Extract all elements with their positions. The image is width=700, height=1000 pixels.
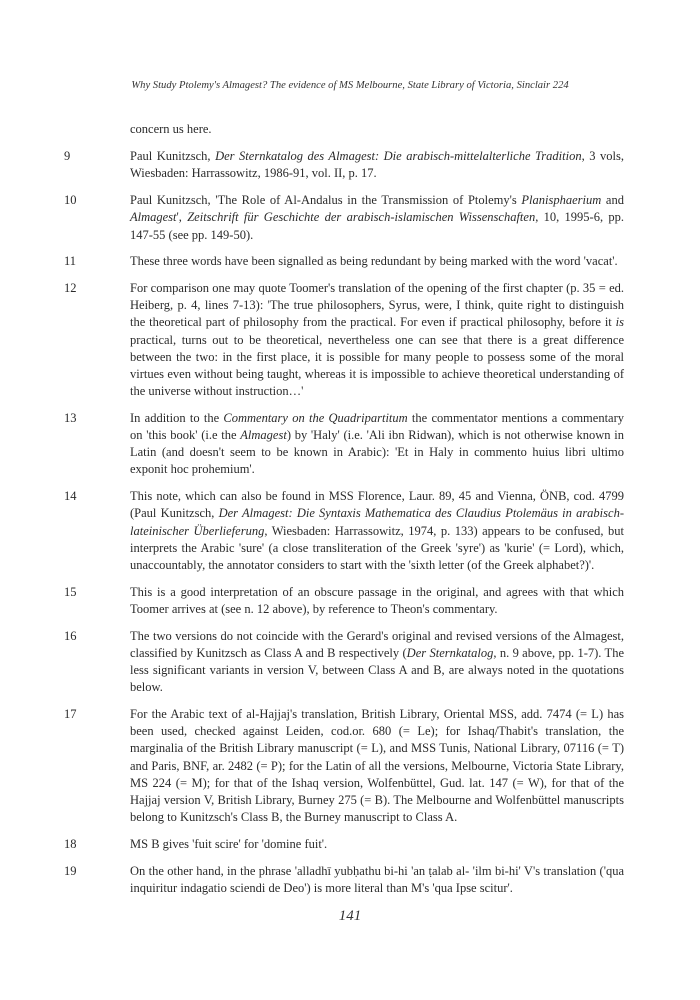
endnote-text — [130, 629, 624, 695]
endnote-text-segment: Paul Kunitzsch, 'The Role of Al-Andalus in the Transmission of Ptolemy's — [130, 193, 522, 208]
endnote-text-segment: Paul Kunitzsch, — [130, 149, 216, 164]
running-title-part: Why Study Ptolemy's — [131, 80, 223, 91]
endnote — [64, 148, 624, 182]
endnote-number: 11 — [64, 254, 77, 269]
endnote-italic-segment: Der Sternkatalog des Almagest: Die arabisch-mittelalterliche Tradition — [215, 149, 582, 164]
endnote-text — [130, 585, 624, 616]
endnote-number: 9 — [64, 149, 71, 164]
endnote-text — [130, 837, 327, 851]
note-continuation-text: concern us here. — [130, 122, 212, 136]
endnote-text-segment: ', — [176, 210, 188, 225]
endnote-text — [130, 864, 624, 895]
endnote — [64, 836, 624, 853]
endnote-number: 18 — [64, 836, 77, 851]
endnote-number: 14 — [64, 489, 77, 504]
endnote-number: 12 — [64, 280, 77, 295]
endnote-text-segment: , n. 9 above, pp. 1-7). The less significant variants in version V, between Class A and B, are always noted in the quotations below. — [130, 645, 624, 695]
endnote-italic-segment: is — [615, 315, 624, 330]
endnote-text-segment: The two versions do not coincide with the Gerard's original and revised versions of the Almagest, classified by Kunitzsch as Class A and B respectively ( — [130, 628, 624, 660]
endnote-text-segment: and — [601, 193, 624, 208]
running-title-part: ? The evidence of MS Melbourne, State Library of Victoria, Sinclair 224 — [261, 80, 569, 91]
endnote-italic-segment: Almagest — [130, 210, 177, 225]
endnote — [64, 410, 624, 479]
endnote-text-segment: , 10, 1995-6, pp. 147-55 (see pp. 149-50). — [130, 210, 624, 242]
page-number: 141 — [338, 908, 362, 924]
notes-container — [64, 148, 624, 897]
endnote-italic-segment: Der Almagest: Die Syntaxis Mathematica des Claudius Ptolemäus in arabisch-lateinischer Überlieferung — [130, 506, 624, 538]
endnote-text-segment: the commentator mentions a commentary on 'this book' (i.e the — [130, 410, 625, 443]
endnote-italic-segment: Planisphaerium — [521, 193, 602, 208]
endnote-text-segment: MS B gives 'fuit scire' for 'domine fuit'. — [130, 836, 328, 851]
endnote-text-segment: practical, turns out to be theoretical, nevertheless one can see that there is a great difference between the two: in the first place, it is possible for many people to possess some of the moral virtues even without being taught, whereas it is impossible to achieve theoretical understanding of the universe without instruction…' — [130, 332, 624, 399]
endnote-text — [130, 489, 624, 572]
running-header — [64, 80, 636, 91]
endnote-text — [130, 411, 624, 477]
endnote-text-segment: In addition to the — [130, 410, 224, 425]
endnote-italic-segment: Almagest — [240, 428, 287, 443]
endnote-number: 19 — [64, 863, 77, 878]
endnote — [64, 628, 624, 697]
endnote-text-segment: , 3 vols, Wiesbaden: Harrassowitz, 1986-91, vol. II, p. 17. — [130, 149, 624, 181]
endnote-number: 16 — [64, 628, 77, 643]
endnote-text-segment: , Wiesbaden: Harrassowitz, 1974, p. 133) appears to be confused, but interprets the Arabic 'sure' (a close transliteration of the Greek 'syre') as 'kurie' (= Lord), which, unaccountably, the annotator considers to start with the 'sixth letter (of the Greek alphabet?)'. — [130, 523, 624, 572]
endnote-text-segment: These three words have been signalled as being redundant by being marked with the word 'vacat'. — [130, 254, 618, 269]
endnote-number: 15 — [64, 584, 77, 599]
endnote-text-segment: For the Arabic text of al-Hajjaj's translation, British Library, Oriental MSS, add. 7474 (= L) has been used, checked against Leiden, cod.or. 680 (= Le); for Ishaq/Thabit's translation, the marginalia of the British Library manuscript (= L), and MSS Tunis, National Library, 07116 (= T) and Paris, BNF, ar. 2482 (= P); for the Latin of all the versions, Melbourne, Victoria State Library, MS 224 (= M); for that of the Ishaq version, Wolfenbüttel, Gud. lat. 147 (= W), for that of the Hajjaj version V, British Library, Burney 275 (= B). The Melbourne and Wolfenbüttel manuscripts belong to Kunitzsch's Class B, the Burney manuscript to Class A. — [130, 706, 624, 825]
endnote-italic-segment: Zeitschrift für Geschichte der arabisch-islamischen Wissenschaften — [187, 210, 536, 225]
endnote-number: 10 — [64, 193, 77, 208]
endnote — [64, 192, 624, 244]
endnote — [64, 863, 624, 897]
endnote — [64, 280, 624, 400]
endnote-text-segment: This is a good interpretation of an obscure passage in the original, and agrees with that which Toomer arrives at (see n. 12 above), by reference to Theon's commentary. — [130, 584, 624, 616]
endnote-italic-segment: Commentary on the Quadripartitum — [223, 410, 408, 425]
endnote-text — [130, 281, 624, 398]
endnote-text — [130, 193, 624, 241]
endnote-number: 17 — [64, 706, 77, 721]
endnote-italic-segment: Der Sternkatalog — [406, 645, 494, 660]
running-title-italic: Almagest — [222, 80, 262, 91]
endnote-text-segment: ) by 'Haly' (i.e. 'Ali ibn Ridwan), which is not otherwise known in Latin (and doesn't seem to be known in Arabic): 'Et in Haly in commento huius libri ultimo exponit hoc prohemium'. — [130, 428, 624, 477]
endnotes-list — [64, 121, 624, 906]
endnote — [64, 584, 624, 618]
endnote — [64, 706, 624, 826]
endnote-text — [130, 149, 624, 180]
endnote-number: 13 — [64, 410, 77, 425]
endnote-text-segment: For comparison one may quote Toomer's translation of the opening of the first chapter (p. 35 = ed. Heiberg, p. 4, lines 7-13): 'The true philosophers, Syrus, were, I think, quite right to distinguish the theoretical part of philosophy from the practical. For even if practical philosophy, before it — [130, 280, 624, 330]
endnote-text-segment: On the other hand, in the phrase 'alladhī yubḥathu bi-hi 'an ṭalab al- 'ilm bi-hi' V's translation ('qua inquiritur indagatio sciendi de Deo') is more literal than M's 'qua Ipse scitur'. — [130, 863, 624, 895]
endnote — [64, 253, 624, 270]
endnote-text-segment: This note, which can also be found in MSS Florence, Laur. 89, 45 and Vienna, ÖNB, cod. 4799 (Paul Kunitzsch, — [130, 489, 624, 521]
note-continuation — [64, 121, 624, 138]
endnote-text — [130, 254, 618, 268]
endnote — [64, 488, 624, 574]
endnote-text — [130, 707, 624, 824]
